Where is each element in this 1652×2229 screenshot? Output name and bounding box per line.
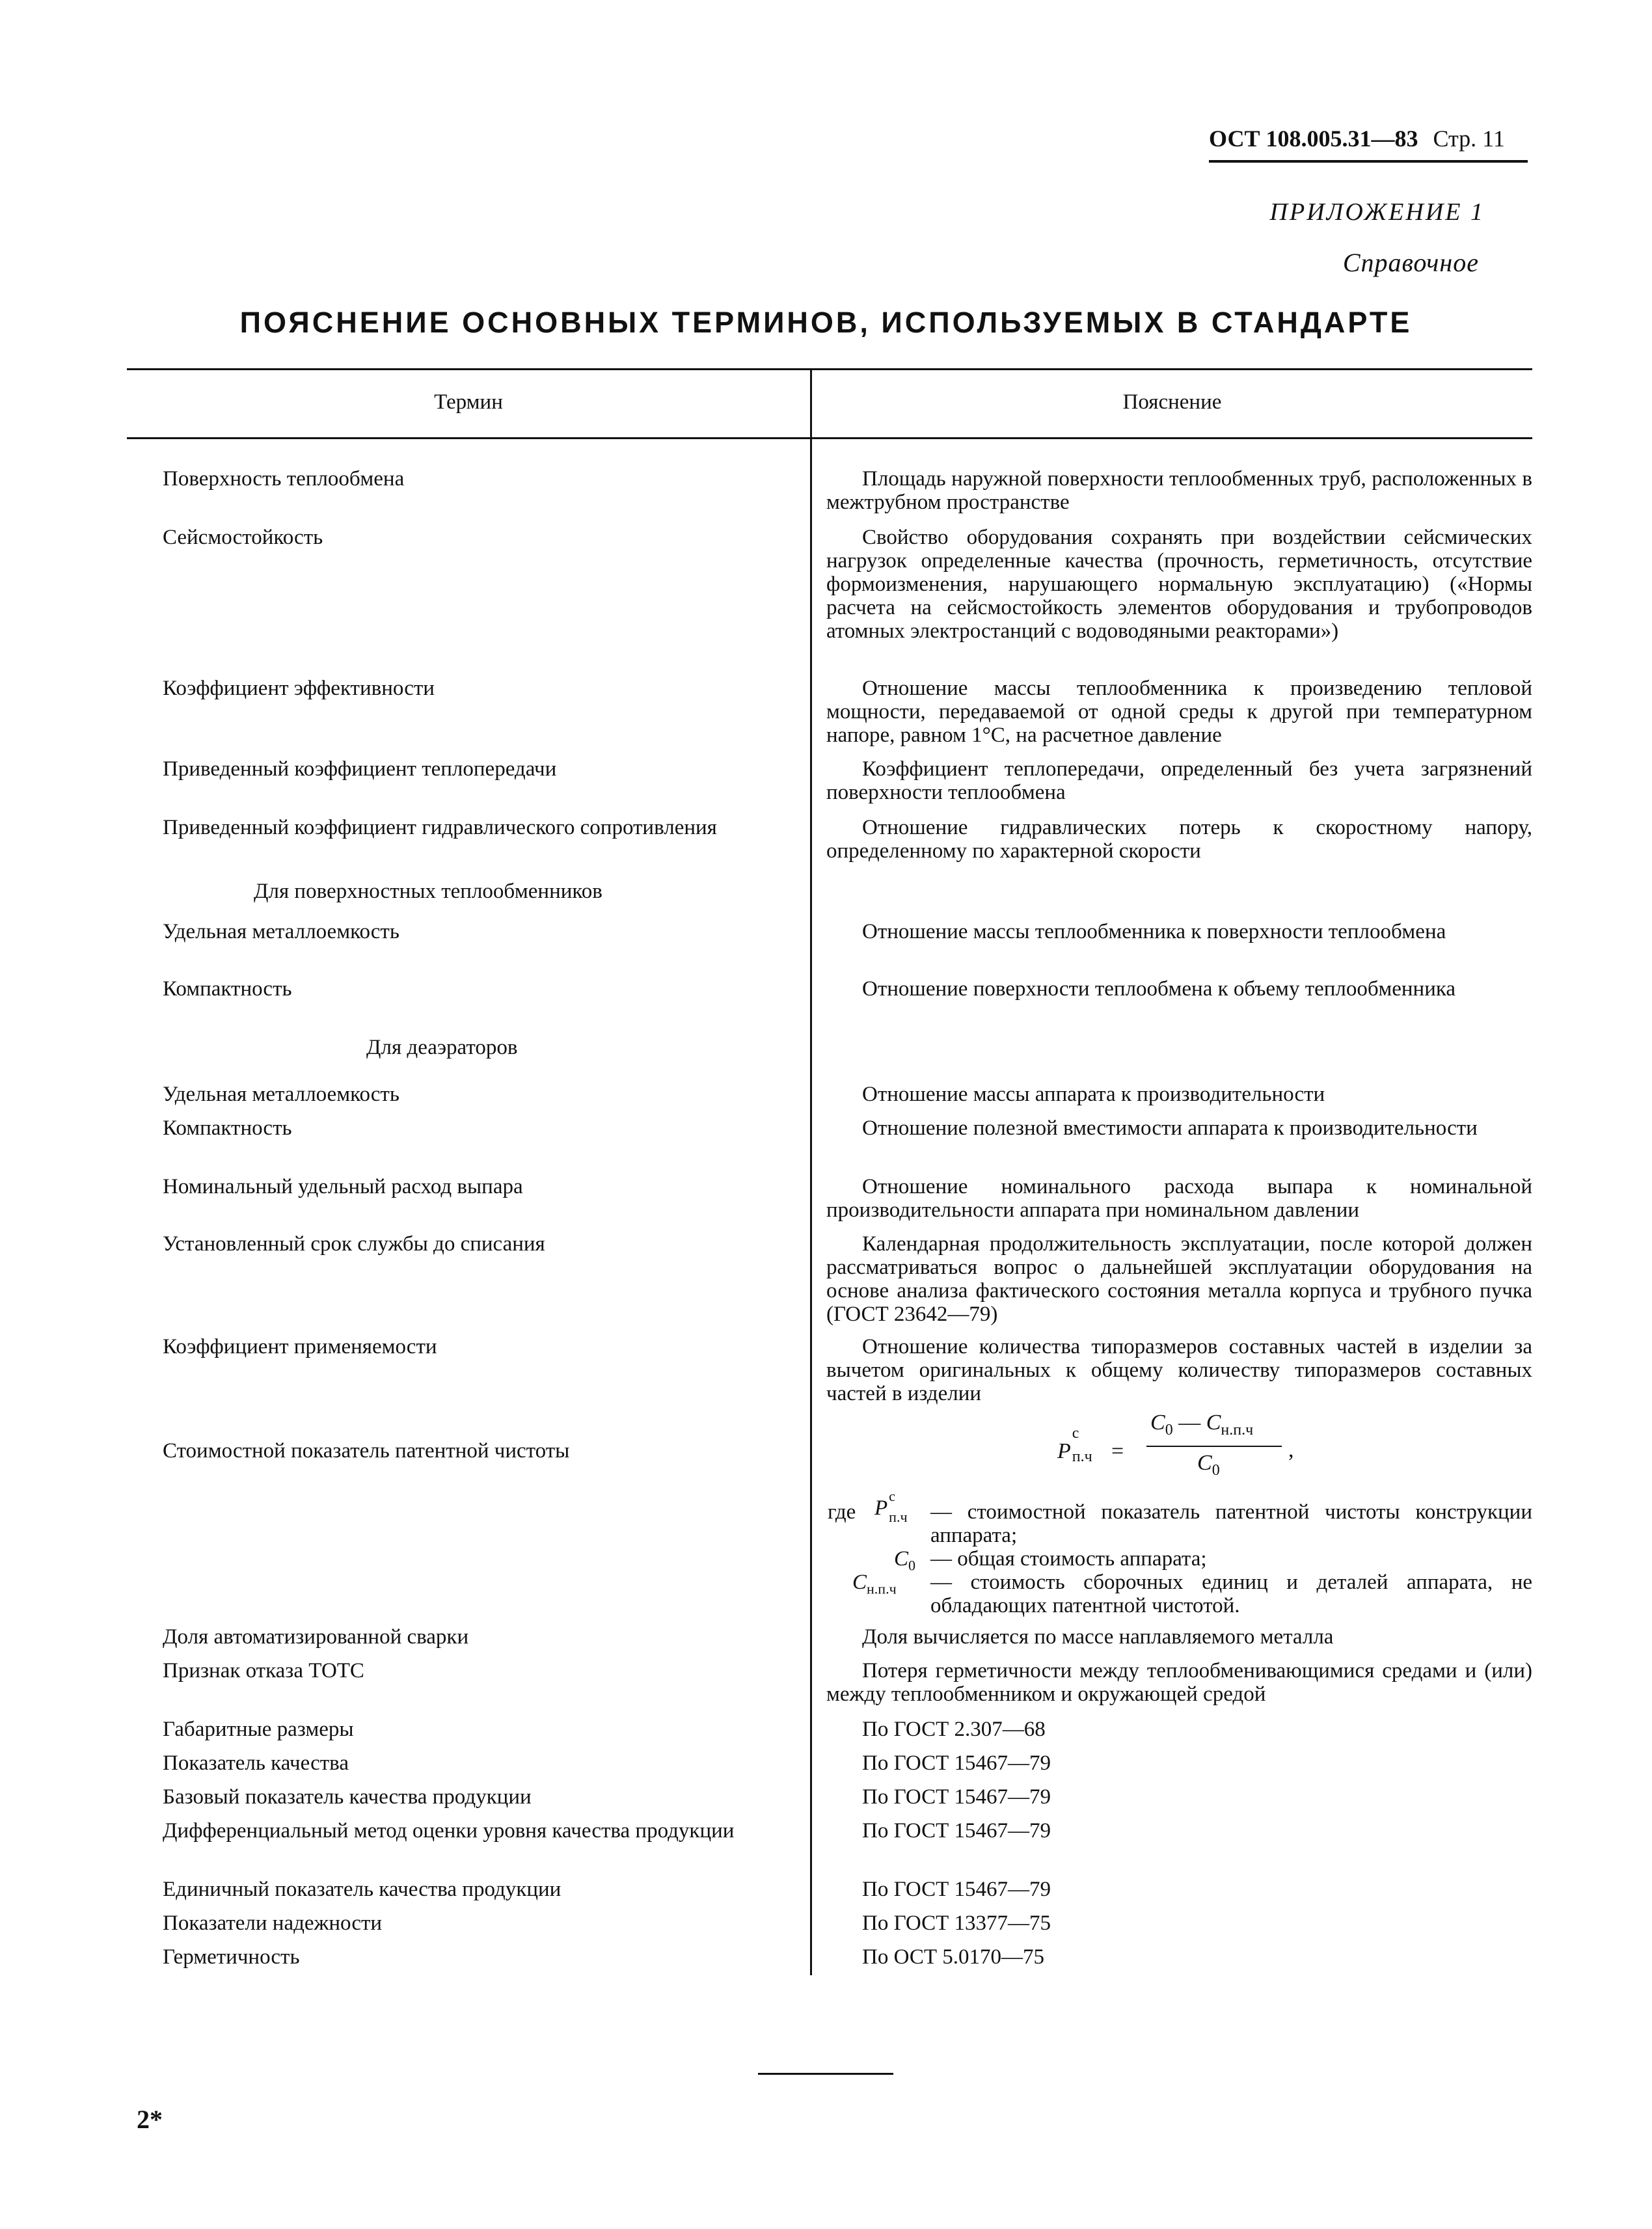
legend-sym-p-sub: п.ч xyxy=(889,1509,908,1525)
formula-equals: = xyxy=(1111,1439,1124,1463)
term-cell: Базовый показатель качества продукции xyxy=(163,1785,532,1809)
explanation-cell: Отношение гидравлических потерь к скоростному напору, определенному по характерной скорости xyxy=(826,816,1532,863)
document-code-header xyxy=(1209,125,1528,152)
header-underline xyxy=(1209,160,1528,163)
legend-sym-c0: C xyxy=(894,1547,909,1571)
page-signature-mark: 2* xyxy=(137,2105,163,2134)
explanation-cell: Отношение полезной вместимости аппарата к производительности xyxy=(862,1116,1478,1140)
term-cell: Признак отказа ТОТС xyxy=(163,1659,364,1682)
term-cell: Приведенный коэффициент теплопередачи xyxy=(163,757,557,781)
den-c0-symbol: C xyxy=(1197,1451,1212,1475)
section-heading: Для деаэраторов xyxy=(366,1036,518,1059)
section-heading: Для поверхностных теплообменников xyxy=(254,880,603,903)
term-cell: Приведенный коэффициент гидравлического сопротивления xyxy=(163,816,717,839)
explanation-cell: Доля вычисляется по массе наплавляемого металла xyxy=(862,1625,1334,1649)
explanation-cell: Отношение массы теплообменника к поверхности теплообмена xyxy=(862,920,1446,943)
num-minus: — xyxy=(1178,1411,1201,1435)
table-header-rule xyxy=(127,437,1532,439)
appendix-kind: Справочное xyxy=(1342,248,1479,277)
term-cell: Единичный показатель качества продукции xyxy=(163,1878,562,1901)
explanation-cell: По ГОСТ 15467—79 xyxy=(862,1819,1051,1843)
term-cell: Показатели надежности xyxy=(163,1912,383,1935)
legend-text: — общая стоимость аппарата; xyxy=(930,1547,1207,1571)
legend-text: — стоимостной показатель патентной чистоты конструкции аппарата; xyxy=(930,1500,1532,1547)
column-header-term: Термин xyxy=(434,390,503,414)
appendix-label: ПРИЛОЖЕНИЕ 1 xyxy=(1269,198,1485,226)
term-cell: Компактность xyxy=(163,977,292,1001)
term-cell: Номинальный удельный расход выпара xyxy=(163,1175,523,1198)
term-cell: Сейсмостойкость xyxy=(163,526,323,549)
explanation-cell: По ГОСТ 15467—79 xyxy=(862,1785,1051,1809)
legend-sym-cnpch: C xyxy=(852,1571,867,1594)
num-c0-sub: 0 xyxy=(1165,1421,1173,1439)
formula-denominator xyxy=(1197,1451,1220,1479)
legend-sym-c0-sub: 0 xyxy=(908,1557,916,1574)
explanation-cell: По ГОСТ 15467—79 xyxy=(862,1878,1051,1901)
term-cell: Коэффициент эффективности xyxy=(163,677,435,700)
formula-lhs-sup: с xyxy=(1072,1425,1079,1442)
term-cell: Дифференциальный метод оценки уровня качества продукции xyxy=(163,1819,735,1843)
explanation-cell: Отношение номинального расхода выпара к номинальной производительности аппарата при номинальном давлении xyxy=(826,1175,1532,1222)
footer-rule xyxy=(758,2073,893,2075)
formula-comma: , xyxy=(1288,1438,1294,1462)
explanation-cell: Отношение количества типоразмеров составных частей в изделии за вычетом оригинальных к общему количеству типоразмеров составных частей в изделии xyxy=(826,1335,1532,1405)
formula-lhs xyxy=(1057,1425,1092,1465)
term-cell: Доля автоматизированной сварки xyxy=(163,1625,469,1649)
explanation-cell: По ОСТ 5.0170—75 xyxy=(862,1945,1044,1969)
document-code: ОСТ 108.005.31—83 xyxy=(1209,126,1418,152)
term-cell: Компактность xyxy=(163,1116,292,1140)
fraction-bar xyxy=(1146,1446,1282,1447)
table-top-rule xyxy=(127,368,1532,370)
explanation-cell: Отношение массы аппарата к производительности xyxy=(862,1083,1325,1106)
term-cell: Стоимостной показатель патентной чистоты xyxy=(163,1439,570,1463)
term-cell: Установленный срок службы до списания xyxy=(163,1232,545,1256)
explanation-cell: Отношение массы теплообменника к произведению тепловой мощности, передаваемой от одной среды к другой при температурном напоре, равном 1°С, на расчетное давление xyxy=(826,677,1532,747)
explanation-cell: Коэффициент теплопередачи, определенный без учета загрязнений поверхности теплообмена xyxy=(826,757,1532,804)
explanation-cell: По ГОСТ 13377—75 xyxy=(862,1912,1051,1935)
explanation-cell: Потеря герметичности между теплообменивающимися средами и (или) между теплообменником и окружающей средой xyxy=(826,1659,1532,1706)
term-cell: Показатель качества xyxy=(163,1751,349,1775)
explanation-cell: Календарная продолжительность эксплуатации, после которой должен рассматриваться вопрос о дальнейшей эксплуатации оборудования на основе анализа фактического состояния металла корпуса и трубного пучка (ГОСТ 23642—79) xyxy=(826,1232,1532,1326)
term-cell: Коэффициент применяемости xyxy=(163,1335,437,1358)
legend-sym-p-sup: с xyxy=(889,1488,895,1504)
formula-lhs-sub: п.ч xyxy=(1072,1448,1092,1465)
legend-symbol xyxy=(894,1547,915,1578)
legend-text: — стоимость сборочных единиц и деталей аппарата, не обладающих патентной чистотой. xyxy=(930,1571,1532,1617)
explanation-cell: Отношение поверхности теплообмена к объему теплообменника xyxy=(862,977,1456,1001)
legend-symbol xyxy=(874,1488,908,1525)
term-cell: Габаритные размеры xyxy=(163,1718,354,1741)
formula-numerator xyxy=(1150,1411,1253,1439)
column-header-explanation: Пояснение xyxy=(1122,390,1222,414)
explanation-cell: Площадь наружной поверхности теплообменных труб, расположенных в межтрубном пространстве xyxy=(826,467,1532,514)
explanation-cell: По ГОСТ 2.307—68 xyxy=(862,1718,1046,1741)
table-column-divider xyxy=(810,368,812,1975)
explanation-cell: По ГОСТ 15467—79 xyxy=(862,1751,1051,1775)
num-c0-symbol: C xyxy=(1150,1411,1165,1435)
den-c0-sub: 0 xyxy=(1212,1461,1220,1479)
term-cell: Удельная металлоемкость xyxy=(163,920,399,943)
formula-lhs-symbol: P xyxy=(1057,1439,1071,1463)
num-cnpch-sub: н.п.ч xyxy=(1221,1421,1254,1439)
legend-sym-p: P xyxy=(874,1496,888,1520)
page-title: ПОЯСНЕНИЕ ОСНОВНЫХ ТЕРМИНОВ, ИСПОЛЬЗУЕМЫХ В СТАНДАРТЕ xyxy=(239,306,1413,339)
page-number: Стр. 11 xyxy=(1433,126,1505,152)
legend-sym-cnpch-sub: н.п.ч xyxy=(867,1580,897,1597)
legend-symbol xyxy=(852,1571,897,1601)
term-cell: Удельная металлоемкость xyxy=(163,1083,399,1106)
term-cell: Поверхность теплообмена xyxy=(163,467,405,491)
legend-where: где xyxy=(828,1500,856,1524)
num-cnpch-symbol: C xyxy=(1206,1411,1221,1435)
term-cell: Герметичность xyxy=(163,1945,300,1969)
explanation-cell: Свойство оборудования сохранять при воздействии сейсмических нагрузок определенные качества (прочность, герметичность, отсутствие формоизменения, нарушающего нормальную эксплуатацию) («Нормы расчета на сейсмостойкость элементов оборудования и трубопроводов атомных электростанций с водоводяными реакторами») xyxy=(826,526,1532,643)
